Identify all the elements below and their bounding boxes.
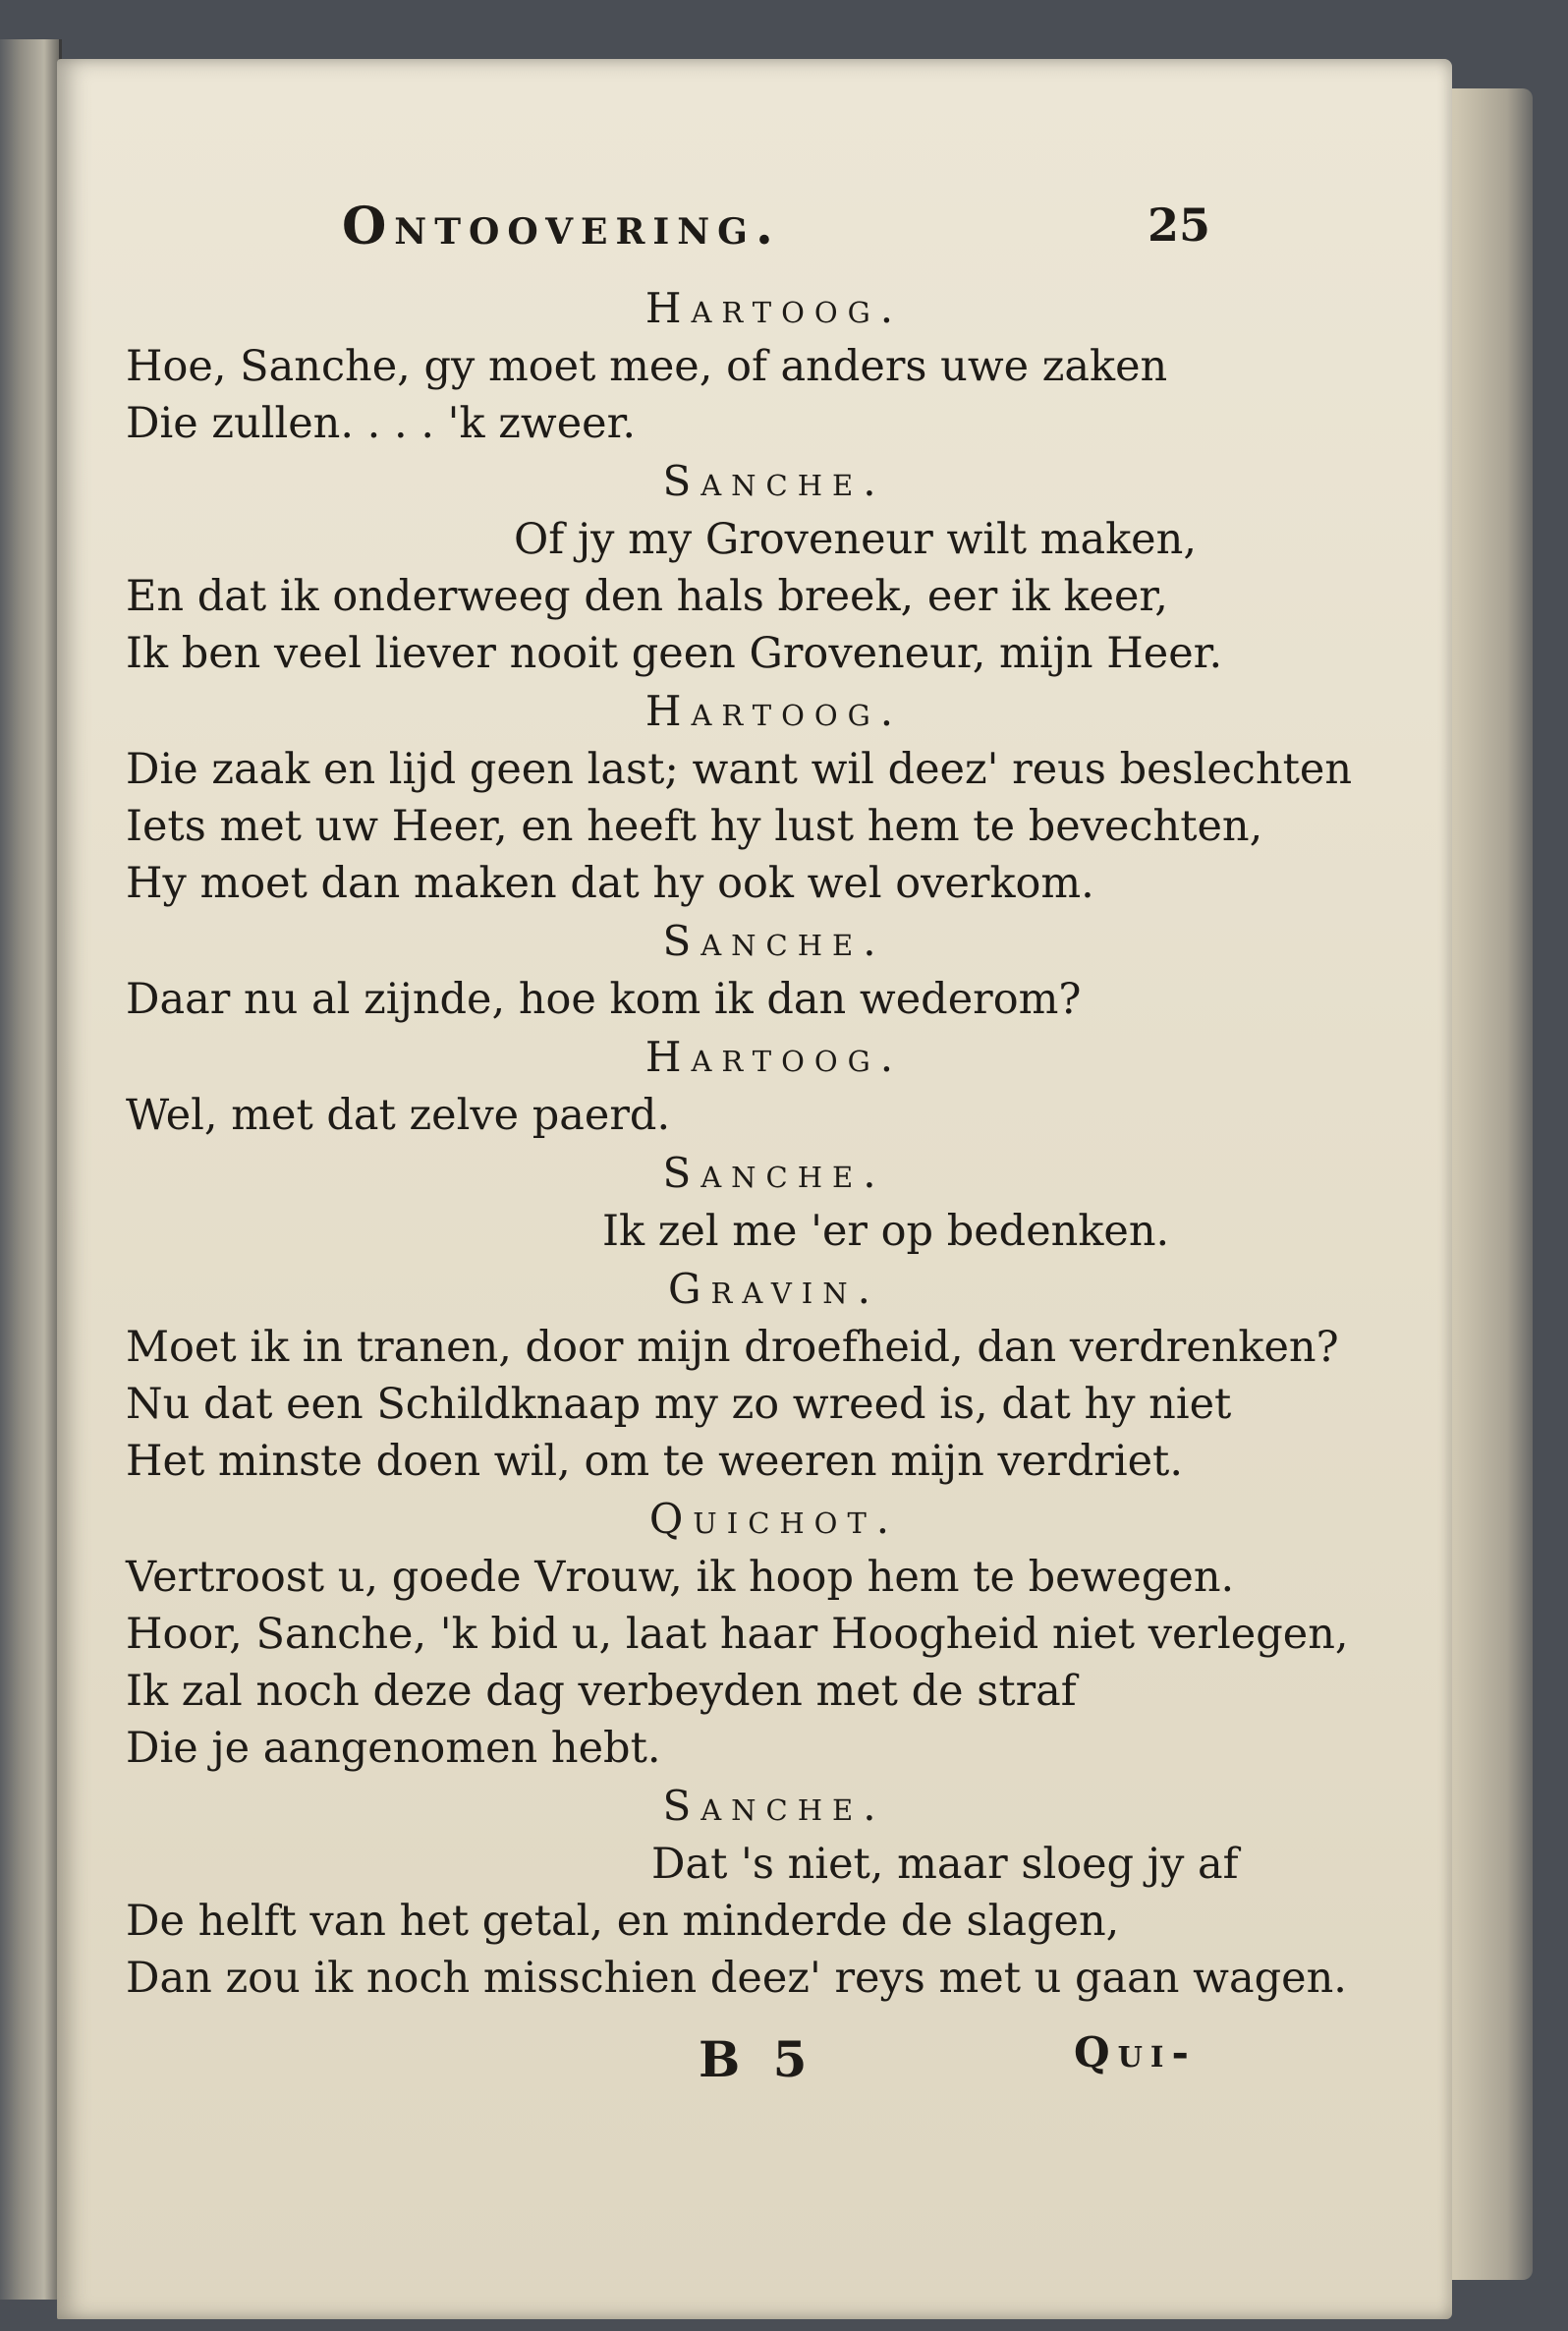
speech-block <box>126 279 1364 452</box>
speech-block <box>126 1260 1364 1490</box>
verse-line: Die zaak en lijd geen last; want wil deez' reus beslechten <box>126 745 1353 794</box>
speech-block <box>126 1144 1364 1260</box>
speaker-name: Gravin. <box>667 1265 880 1313</box>
verse-line: Ik zal noch deze dag verbeyden met de straf <box>126 1667 1077 1716</box>
verse-line: Ik ben veel liever nooit geen Groveneur, mijn Heer. <box>126 629 1223 678</box>
verse-line: Dan zou ik noch misschien deez' reys met u gaan wagen. <box>126 1954 1347 2003</box>
speaker-name: Hartoog. <box>644 1033 904 1081</box>
speaker-name: Sanche. <box>662 1782 886 1830</box>
verse-line: Die zullen. . . . 'k zweer. <box>126 399 637 448</box>
verse-line: En dat ik onderweeg den hals breek, eer ik keer, <box>126 572 1168 621</box>
speech-block <box>126 1028 1364 1144</box>
speech-block <box>126 452 1364 682</box>
verse-line: Vertroost u, goede Vrouw, ik hoop hem te bewegen. <box>126 1553 1235 1602</box>
speech-block <box>126 912 1364 1028</box>
verse-line: Moet ik in tranen, door mijn droefheid, dan verdrenken? <box>126 1323 1339 1372</box>
verse-line: Hoor, Sanche, 'k bid u, laat haar Hoogheid niet verlegen, <box>126 1610 1349 1659</box>
speaker-name: Sanche. <box>662 1149 886 1197</box>
verse-line: Het minste doen wil, om te weeren mijn verdriet. <box>126 1437 1183 1486</box>
verse-line: Nu dat een Schildknaap my zo wreed is, dat hy niet <box>126 1380 1232 1429</box>
signature-mark: B 5 <box>699 2030 815 2088</box>
speaker-name: Quichot. <box>648 1495 900 1543</box>
verse-line: Hoe, Sanche, gy moet mee, of anders uwe zaken <box>126 342 1168 391</box>
speaker-name: Sanche. <box>662 917 886 965</box>
speaker-name: Hartoog. <box>644 687 904 735</box>
verse-line: Dat 's niet, maar sloeg jy af <box>651 1840 1239 1889</box>
page-header <box>126 197 1364 279</box>
speech-block <box>126 1490 1364 1777</box>
verse-line: Hy moet dan maken dat hy ook wel overkom. <box>126 859 1094 908</box>
page-text <box>126 197 1364 2109</box>
verse-line: Daar nu al zijnde, hoe kom ik dan wederom? <box>126 975 1082 1024</box>
speech-block <box>126 682 1364 912</box>
verse-line: Iets met uw Heer, en heeft hy lust hem te bevechten, <box>126 802 1263 851</box>
speaker-name: Hartoog. <box>644 284 904 332</box>
facing-page-edge <box>0 39 62 2300</box>
verse-line: Of jy my Groveneur wilt maken, <box>514 515 1197 564</box>
page-number: 25 <box>1148 199 1211 252</box>
running-title: Ontoovering. <box>342 197 781 256</box>
speaker-name: Sanche. <box>662 457 886 505</box>
verse-line: Ik zel me 'er op bedenken. <box>602 1207 1170 1256</box>
verse-line: Wel, met dat zelve paerd. <box>126 1091 671 1140</box>
verse-line: Die je aangenomen hebt. <box>126 1724 661 1773</box>
speech-block <box>126 1777 1364 2007</box>
catchword: Qui- <box>1074 2028 1197 2076</box>
verse-line: De helft van het getal, en minderde de slagen, <box>126 1897 1120 1946</box>
page-footer <box>126 2020 1364 2109</box>
